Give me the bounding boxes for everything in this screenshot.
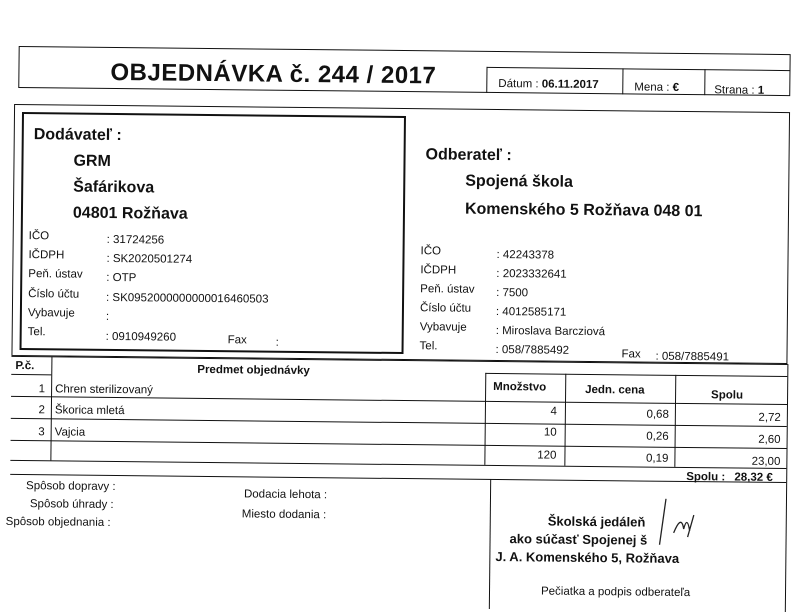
- customer-fax-value: : 058/7885491: [655, 350, 730, 364]
- row-4-total: 23,00: [751, 455, 781, 468]
- customer-bank-label: Peň. ústav: [420, 283, 475, 296]
- row-2-pc: 2: [38, 404, 45, 417]
- currency-field: [634, 81, 679, 93]
- signature-mark: [643, 493, 704, 554]
- page-number-field: [714, 84, 764, 97]
- row-1-pc: 1: [38, 383, 46, 396]
- supplier-bank-label: Peň. ústav: [28, 268, 83, 281]
- customer-name: Spojená škola: [465, 172, 573, 191]
- date-value: 06.11.2017: [541, 78, 599, 92]
- supplier-bank-value: : OTP: [106, 271, 137, 285]
- stamp-line-1: Školská jedáleň: [547, 513, 646, 530]
- supplier-contact-value: :: [105, 310, 110, 323]
- stamp-line-3: J. A. Komenského 5, Rožňava: [495, 549, 680, 566]
- delivery-place-label: Miesto dodania :: [241, 508, 327, 522]
- row-4-qty: 120: [537, 449, 557, 462]
- customer-fax-label: Fax: [621, 348, 641, 361]
- delivery-date-label: Dodacia lehota :: [243, 488, 328, 502]
- supplier-name: GRM: [73, 152, 111, 170]
- date-field: [498, 78, 599, 91]
- transport-method-label: Spôsob dopravy :: [26, 480, 116, 494]
- row-2-qty: 4: [550, 405, 557, 418]
- date-label: Dátum :: [498, 78, 539, 91]
- customer-heading: Odberateľ :: [425, 146, 512, 165]
- row-2-item: Škorica mletá: [54, 404, 125, 418]
- sum-value: 28,32 €: [734, 471, 773, 484]
- customer-icdph-label: IČDPH: [420, 264, 457, 277]
- payment-method-label: Spôsob úhrady :: [29, 498, 114, 512]
- row-4-price: 0,19: [645, 452, 669, 465]
- row-3-qty: 10: [543, 426, 557, 439]
- col-header-item: Predmet objednávky: [197, 363, 310, 378]
- supplier-ico-label: IČO: [28, 230, 50, 243]
- row-3-total: 2,60: [758, 433, 781, 446]
- col-header-total: Spolu: [711, 389, 744, 402]
- row-3-item: Vajcia: [54, 426, 86, 439]
- customer-contact-label: Vybavuje: [419, 321, 467, 334]
- supplier-ico-value: : 31724256: [106, 233, 165, 247]
- row-3-price: 0,26: [646, 430, 669, 443]
- currency-label: Mena :: [634, 81, 670, 94]
- customer-contact-value: : Miroslava Barcziová: [495, 325, 606, 339]
- customer-address: Komenského 5 Rožňava 048 01: [464, 200, 703, 221]
- currency-value: €: [672, 81, 680, 94]
- row-3-pc: 3: [38, 426, 45, 439]
- signature-label: Pečiatka a podpis odberateľa: [540, 585, 691, 600]
- col-header-qty: Množstvo: [493, 380, 547, 394]
- sum-label: Spolu :: [686, 471, 726, 484]
- row-2-price: 0,68: [646, 408, 669, 421]
- supplier-account-value: : SK0952000000000016460503: [106, 291, 269, 306]
- col-header-pc: P.č.: [15, 359, 35, 373]
- supplier-street: Šafárikova: [73, 178, 155, 197]
- customer-phone-value: : 058/7885492: [495, 344, 570, 357]
- supplier-heading: Dodávateľ :: [33, 126, 122, 145]
- customer-ico-label: IČO: [420, 245, 442, 258]
- supplier-account-label: Číslo účtu: [28, 288, 80, 301]
- stamp-line-2: ako súčasť Spojenej š: [509, 531, 648, 548]
- col-header-price: Jedn. cena: [585, 383, 645, 397]
- supplier-contact-label: Vybavuje: [27, 307, 75, 320]
- page-title: OBJEDNÁVKA č. 244 / 2017: [110, 58, 437, 90]
- customer-icdph-value: : 2023332641: [496, 268, 567, 281]
- supplier-fax-value: :: [275, 336, 279, 349]
- customer-account-value: : 4012585171: [495, 306, 567, 319]
- customer-phone-label: Tel.: [419, 340, 438, 353]
- row-1-item: Chren sterilizovaný: [55, 383, 153, 397]
- supplier-phone-value: : 0910949260: [105, 330, 177, 344]
- page-number-value: 1: [757, 84, 765, 97]
- supplier-city: 04801 Rožňava: [72, 204, 188, 223]
- supplier-icdph-label: IČDPH: [28, 249, 65, 262]
- supplier-fax-label: Fax: [227, 334, 247, 347]
- row-2-total: 2,72: [758, 411, 781, 424]
- sum-field: [686, 471, 773, 484]
- page-number-label: Strana :: [714, 84, 755, 97]
- customer-account-label: Číslo účtu: [419, 302, 472, 315]
- supplier-phone-label: Tel.: [27, 326, 46, 339]
- customer-bank-value: : 7500: [496, 287, 529, 300]
- customer-ico-value: : 42243378: [496, 249, 555, 262]
- supplier-icdph-value: : SK2020501274: [106, 252, 193, 266]
- order-method-label: Spôsob objednania :: [5, 515, 111, 529]
- supplier-box: [20, 112, 406, 354]
